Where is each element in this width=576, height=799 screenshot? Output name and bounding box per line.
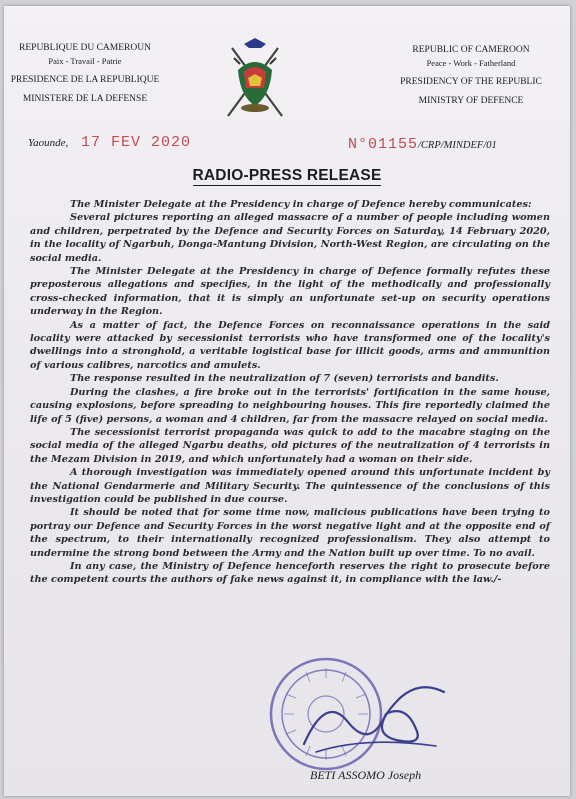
body-paragraph: In any case, the Ministry of Defence henceforth reserves the right to prosecute before the competent courts the authors of fake news against it, in compliance with the law./- — [30, 560, 550, 586]
header-left — [10, 42, 160, 106]
cameroon-defence-emblem-icon — [220, 36, 290, 122]
body-paragraph: Several pictures reporting an alleged massacre of a number of people including women and children, perpetrated by the Defence and Security Forces on Saturday, 14 February 2020, in the locality of Ngarbuh, Donga-Mantung Division, North-West Region, are circulating on the social media. — [30, 212, 550, 264]
signature-scribble — [296, 674, 456, 764]
header-left-line3: PRESIDENCE DE LA REPUBLIQUE — [10, 75, 160, 85]
body-paragraph: The Minister Delegate at the Presidency in charge of Defence hereby communicates: — [70, 199, 532, 210]
date-stamp: 17 FEV 2020 — [81, 134, 192, 151]
header-right-line1: REPUBLIC OF CAMEROON — [412, 45, 530, 55]
header-left-line1: REPUBLIQUE DU CAMEROUN — [19, 43, 151, 53]
document-title-text: RADIO-PRESS RELEASE — [192, 167, 382, 184]
dateline — [28, 134, 191, 151]
reference-number — [348, 136, 497, 153]
header-left-motto: Paix - Travail - Patrie — [48, 56, 122, 66]
body-paragraph: During the clashes, a fire broke out in the terrorists' fortification in the same house, causing explosions, before spreading to neighbouring houses. This fire reportedly claimed the life of 5 (five) persons, a woman and 4 children, far from the massacre relayed on social media. — [30, 386, 550, 425]
body-paragraph: It should be noted that for some time now, malicious publications have been trying to portray our Defence and Security Forces in the worst negative light and at the opposite end of the spectrum, to their internationally recognized professionalism. They also attempt to undermine the strong bond between the Army and the Nation built up over time. To no avail. — [30, 507, 550, 559]
body-paragraph: The Minister Delegate at the Presidency in charge of Defence formally refutes these preposterous allegations and specifies, in the light of the methodically and professionally cross-checked information, that it is simply an unfortunate set-up on security operations underway in the Region. — [30, 266, 550, 318]
header-right-line4: MINISTRY OF DEFENCE — [418, 96, 524, 106]
header-right-motto: Peace - Work - Fatherland — [426, 58, 516, 68]
body-paragraph: The response resulted in the neutralization of 7 (seven) terrorists and bandits. — [70, 373, 499, 385]
header-right — [396, 44, 546, 108]
body-paragraph: As a matter of fact, the Defence Forces on reconnaissance operations in the said locality were attacked by secessionist terrorists who have transformed one of the locality's dwellings into a stronghold, a veritable logistical base for illicit goods, arms and ammunition of various calibres, narcotics and amulets. — [30, 319, 550, 371]
document-page — [4, 6, 570, 796]
header-left-line4: MINISTERE DE LA DEFENSE — [22, 94, 148, 104]
body-paragraph: A thorough investigation was immediately opened around this unfortunate incident by the National Gendarmerie and Military Security. The quintessence of the conclusions of this investigation could be published in due course. — [30, 467, 550, 505]
document-title — [4, 167, 570, 185]
document-body — [30, 198, 550, 587]
body-paragraph: The secessionist terrorist propaganda was quick to add to the macabre staging on the social media of the alleged Ngarbu deaths, old pictures of the neutralization of 4 terrorists in the Mezam Division in 2019, and which unfortunately had a woman on their side. — [30, 426, 550, 465]
signatory-name: BETI ASSOMO Joseph — [310, 768, 422, 782]
dateline-place: Yaounde, — [28, 137, 69, 149]
reference-suffix: /CRP/MINDEF/01 — [418, 140, 497, 151]
header-right-line3: PRESIDENCY OF THE REPUBLIC — [400, 77, 542, 87]
reference-number-stamp: N°01155 — [348, 136, 419, 153]
